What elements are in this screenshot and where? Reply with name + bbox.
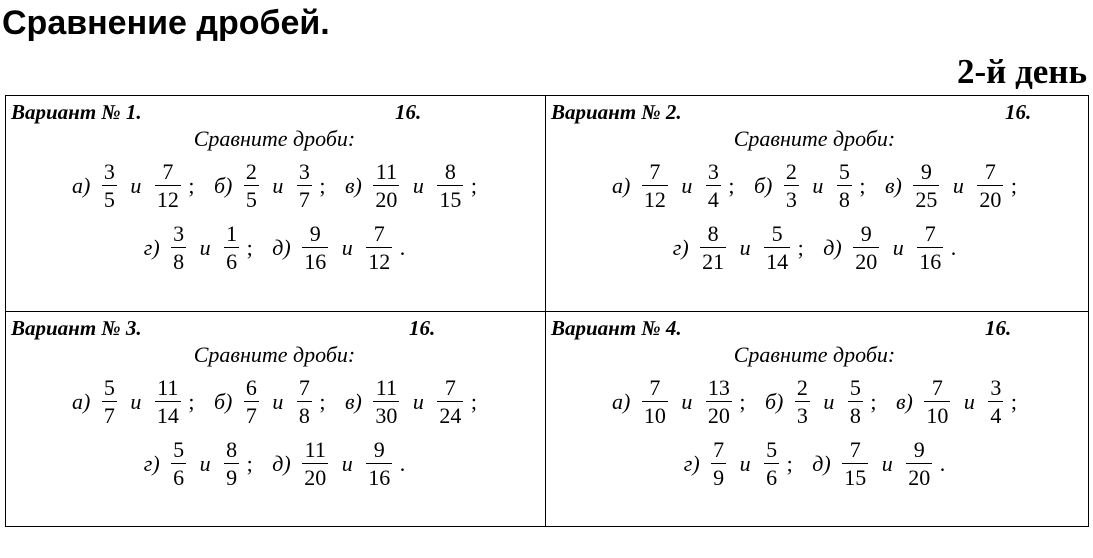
- denominator: 15: [439, 187, 462, 212]
- fraction-b: [297, 158, 312, 213]
- denominator: 20: [375, 187, 398, 212]
- comparison-item: [144, 436, 253, 491]
- task-prompt: Сравните дроби:: [193, 342, 356, 367]
- variant-header: [551, 316, 1084, 341]
- fraction-a: [924, 374, 950, 429]
- item-punctuation: ;: [870, 388, 877, 414]
- numerator: 9: [860, 221, 872, 246]
- item-punctuation: .: [950, 234, 957, 260]
- item-label: б): [764, 388, 784, 414]
- item-punctuation: ;: [786, 450, 793, 476]
- denominator: 4: [707, 187, 719, 212]
- item-punctuation: ;: [728, 172, 735, 198]
- fraction-b: [155, 374, 181, 429]
- comparison-item: [896, 374, 1017, 429]
- item-label: г): [683, 450, 700, 476]
- item-label: г): [143, 234, 160, 260]
- denominator: 25: [915, 187, 938, 212]
- fraction-a: [373, 158, 399, 213]
- numerator: 7: [444, 375, 456, 400]
- and-word: и: [881, 450, 893, 476]
- and-word: и: [681, 172, 693, 198]
- and-word: и: [412, 172, 424, 198]
- item-punctuation: ;: [319, 388, 326, 414]
- numerator: 2: [785, 159, 797, 184]
- numerator: 11: [375, 375, 397, 400]
- numerator: 8: [444, 159, 456, 184]
- item-punctuation: ;: [319, 172, 326, 198]
- variant-card-3: [5, 312, 544, 527]
- comparison-item: [72, 158, 194, 213]
- and-word: и: [130, 172, 142, 198]
- denominator: 21: [702, 249, 725, 274]
- fraction-b: [848, 374, 863, 429]
- denominator: 15: [844, 465, 867, 490]
- fraction-a: [642, 158, 668, 213]
- fractions-row-2: [545, 436, 1084, 491]
- item-label: в): [884, 172, 902, 198]
- denominator: 5: [103, 187, 115, 212]
- item-label: в): [344, 172, 362, 198]
- numerator: 3: [707, 159, 719, 184]
- fraction-a: [853, 220, 879, 275]
- comparison-item: [272, 220, 405, 275]
- item-label: в): [344, 388, 362, 414]
- denominator: 14: [766, 249, 789, 274]
- fraction-b: [437, 158, 463, 213]
- fraction-a: [795, 374, 810, 429]
- task-prompt: Сравните дроби:: [733, 126, 896, 151]
- item-punctuation: .: [399, 234, 406, 260]
- fraction-b: [764, 220, 790, 275]
- numerator: 7: [162, 159, 174, 184]
- fractions-row-2: [5, 220, 544, 275]
- numerator: 11: [304, 437, 326, 462]
- variant-score: 16.: [1005, 100, 1032, 124]
- numerator: 8: [226, 437, 238, 462]
- variant-card-4: [545, 312, 1084, 527]
- and-word: и: [341, 450, 353, 476]
- fraction-a: [302, 436, 328, 491]
- numerator: 9: [309, 221, 321, 246]
- and-word: и: [681, 388, 693, 414]
- and-word: и: [272, 388, 284, 414]
- denominator: 20: [908, 465, 931, 490]
- and-word: и: [739, 234, 751, 260]
- and-word: и: [812, 172, 824, 198]
- item-punctuation: ;: [739, 388, 746, 414]
- and-word: и: [963, 388, 975, 414]
- variant-title: Вариант № 1.: [11, 100, 142, 124]
- comparison-item: [765, 374, 877, 429]
- item-label: а): [72, 172, 91, 198]
- comparison-item: [812, 436, 945, 491]
- fractions-row-1: [5, 158, 544, 213]
- fraction-b: [155, 158, 181, 213]
- and-word: и: [952, 172, 964, 198]
- numerator: 8: [707, 221, 719, 246]
- fraction-a: [244, 374, 259, 429]
- item-label: г): [143, 450, 160, 476]
- fractions-row-2: [545, 220, 1084, 275]
- comparison-item: [345, 158, 477, 213]
- numerator: 9: [920, 159, 932, 184]
- numerator: 2: [245, 159, 257, 184]
- numerator: 7: [713, 437, 725, 462]
- fraction-a: [244, 158, 259, 213]
- denominator: 20: [707, 403, 730, 428]
- numerator: 11: [157, 375, 179, 400]
- numerator: 7: [849, 437, 861, 462]
- denominator: 30: [375, 403, 398, 428]
- item-punctuation: ;: [859, 172, 866, 198]
- numerator: 7: [298, 375, 310, 400]
- denominator: 10: [643, 403, 666, 428]
- denominator: 6: [173, 465, 185, 490]
- and-word: и: [823, 388, 835, 414]
- numerator: 7: [649, 159, 661, 184]
- comparison-item: [612, 374, 745, 429]
- item-punctuation: ;: [188, 172, 195, 198]
- denominator: 12: [156, 187, 179, 212]
- task-prompt: Сравните дроби:: [193, 126, 356, 151]
- item-label: д): [823, 234, 842, 260]
- item-punctuation: ;: [470, 388, 477, 414]
- numerator: 7: [373, 221, 385, 246]
- numerator: 3: [990, 375, 1002, 400]
- item-punctuation: .: [399, 450, 406, 476]
- page-title: Сравнение дробей.: [2, 4, 330, 42]
- item-punctuation: ;: [1010, 172, 1017, 198]
- comparison-item: [345, 374, 477, 429]
- variant-score: 16.: [395, 100, 422, 124]
- fraction-a: [842, 436, 868, 491]
- denominator: 20: [304, 465, 327, 490]
- numerator: 5: [103, 375, 115, 400]
- variant-score: 16.: [985, 316, 1012, 340]
- and-word: и: [272, 172, 284, 198]
- denominator: 14: [156, 403, 179, 428]
- numerator: 6: [245, 375, 257, 400]
- fraction-a: [913, 158, 939, 213]
- denominator: 20: [979, 187, 1002, 212]
- denominator: 7: [245, 403, 257, 428]
- comparison-item: [72, 374, 194, 429]
- numerator: 7: [924, 221, 936, 246]
- numerator: 1: [226, 221, 238, 246]
- day-label: 2-й день: [957, 52, 1087, 91]
- comparison-item: [214, 158, 326, 213]
- denominator: 3: [796, 403, 808, 428]
- fraction-a: [102, 374, 117, 429]
- fraction-a: [711, 436, 726, 491]
- numerator: 7: [649, 375, 661, 400]
- numerator: 5: [771, 221, 783, 246]
- comparison-item: [214, 374, 326, 429]
- item-label: а): [612, 388, 631, 414]
- fraction-b: [764, 436, 779, 491]
- numerator: 11: [375, 159, 397, 184]
- item-punctuation: ;: [470, 172, 477, 198]
- item-label: г): [672, 234, 689, 260]
- denominator: 16: [919, 249, 942, 274]
- comparison-item: [754, 158, 866, 213]
- fraction-b: [706, 374, 732, 429]
- variant-header: [11, 316, 544, 341]
- fraction-b: [706, 158, 721, 213]
- item-label: а): [72, 388, 91, 414]
- numerator: 5: [849, 375, 861, 400]
- and-word: и: [130, 388, 142, 414]
- numerator: 9: [913, 437, 925, 462]
- comparison-item: [144, 220, 253, 275]
- denominator: 6: [226, 249, 238, 274]
- fractions-row-1: [5, 374, 544, 429]
- comparison-item: [673, 220, 804, 275]
- denominator: 6: [766, 465, 778, 490]
- item-label: д): [272, 234, 291, 260]
- item-punctuation: .: [939, 450, 946, 476]
- denominator: 12: [643, 187, 666, 212]
- fractions-row-1: [545, 374, 1084, 429]
- denominator: 7: [103, 403, 115, 428]
- numerator: 3: [298, 159, 310, 184]
- item-label: б): [753, 172, 773, 198]
- item-label: б): [213, 388, 233, 414]
- denominator: 8: [849, 403, 861, 428]
- item-punctuation: ;: [246, 450, 253, 476]
- fraction-a: [171, 220, 186, 275]
- task-prompt: Сравните дроби:: [733, 342, 896, 367]
- fraction-a: [784, 158, 799, 213]
- comparison-item: [272, 436, 405, 491]
- and-word: и: [892, 234, 904, 260]
- fraction-b: [977, 158, 1003, 213]
- denominator: 5: [245, 187, 257, 212]
- numerator: 7: [931, 375, 943, 400]
- variant-header: [11, 100, 544, 125]
- fraction-b: [224, 436, 239, 491]
- fraction-b: [366, 436, 392, 491]
- item-punctuation: ;: [1010, 388, 1017, 414]
- numerator: 3: [103, 159, 115, 184]
- item-punctuation: ;: [246, 234, 253, 260]
- item-label: д): [272, 450, 291, 476]
- and-word: и: [739, 450, 751, 476]
- variant-card-1: [5, 96, 544, 311]
- item-label: б): [213, 172, 233, 198]
- fractions-row-1: [545, 158, 1084, 213]
- denominator: 12: [368, 249, 391, 274]
- and-word: и: [341, 234, 353, 260]
- numerator: 5: [838, 159, 850, 184]
- denominator: 3: [785, 187, 797, 212]
- and-word: и: [199, 450, 211, 476]
- fraction-b: [988, 374, 1003, 429]
- fraction-b: [917, 220, 943, 275]
- item-label: а): [612, 172, 631, 198]
- denominator: 8: [173, 249, 185, 274]
- fraction-b: [837, 158, 852, 213]
- item-label: д): [812, 450, 831, 476]
- fractions-row-2: [5, 436, 544, 491]
- denominator: 20: [855, 249, 878, 274]
- numerator: 5: [173, 437, 185, 462]
- variant-title: Вариант № 4.: [551, 316, 682, 340]
- item-punctuation: ;: [188, 388, 195, 414]
- numerator: 9: [373, 437, 385, 462]
- numerator: 2: [796, 375, 808, 400]
- numerator: 5: [766, 437, 778, 462]
- denominator: 24: [439, 403, 462, 428]
- comparison-item: [885, 158, 1017, 213]
- variant-title: Вариант № 3.: [11, 316, 142, 340]
- fraction-b: [366, 220, 392, 275]
- item-punctuation: ;: [797, 234, 804, 260]
- fraction-b: [297, 374, 312, 429]
- denominator: 9: [226, 465, 238, 490]
- fraction-b: [437, 374, 463, 429]
- comparison-item: [823, 220, 956, 275]
- denominator: 8: [838, 187, 850, 212]
- denominator: 4: [990, 403, 1002, 428]
- denominator: 9: [713, 465, 725, 490]
- item-label: в): [895, 388, 913, 414]
- variant-header: [551, 100, 1084, 125]
- fraction-a: [373, 374, 399, 429]
- denominator: 7: [298, 187, 310, 212]
- variant-title: Вариант № 2.: [551, 100, 682, 124]
- fraction-a: [171, 436, 186, 491]
- variant-score: 16.: [409, 316, 436, 340]
- comparison-item: [612, 158, 734, 213]
- fraction-a: [302, 220, 328, 275]
- and-word: и: [199, 234, 211, 260]
- denominator: 10: [926, 403, 949, 428]
- fraction-a: [642, 374, 668, 429]
- fraction-b: [224, 220, 239, 275]
- denominator: 8: [298, 403, 310, 428]
- numerator: 7: [984, 159, 996, 184]
- fraction-b: [906, 436, 932, 491]
- numerator: 3: [173, 221, 185, 246]
- denominator: 16: [304, 249, 327, 274]
- and-word: и: [412, 388, 424, 414]
- numerator: 13: [707, 375, 730, 400]
- fraction-a: [700, 220, 726, 275]
- denominator: 16: [368, 465, 391, 490]
- comparison-item: [684, 436, 793, 491]
- variant-card-2: [545, 96, 1084, 311]
- fraction-a: [102, 158, 117, 213]
